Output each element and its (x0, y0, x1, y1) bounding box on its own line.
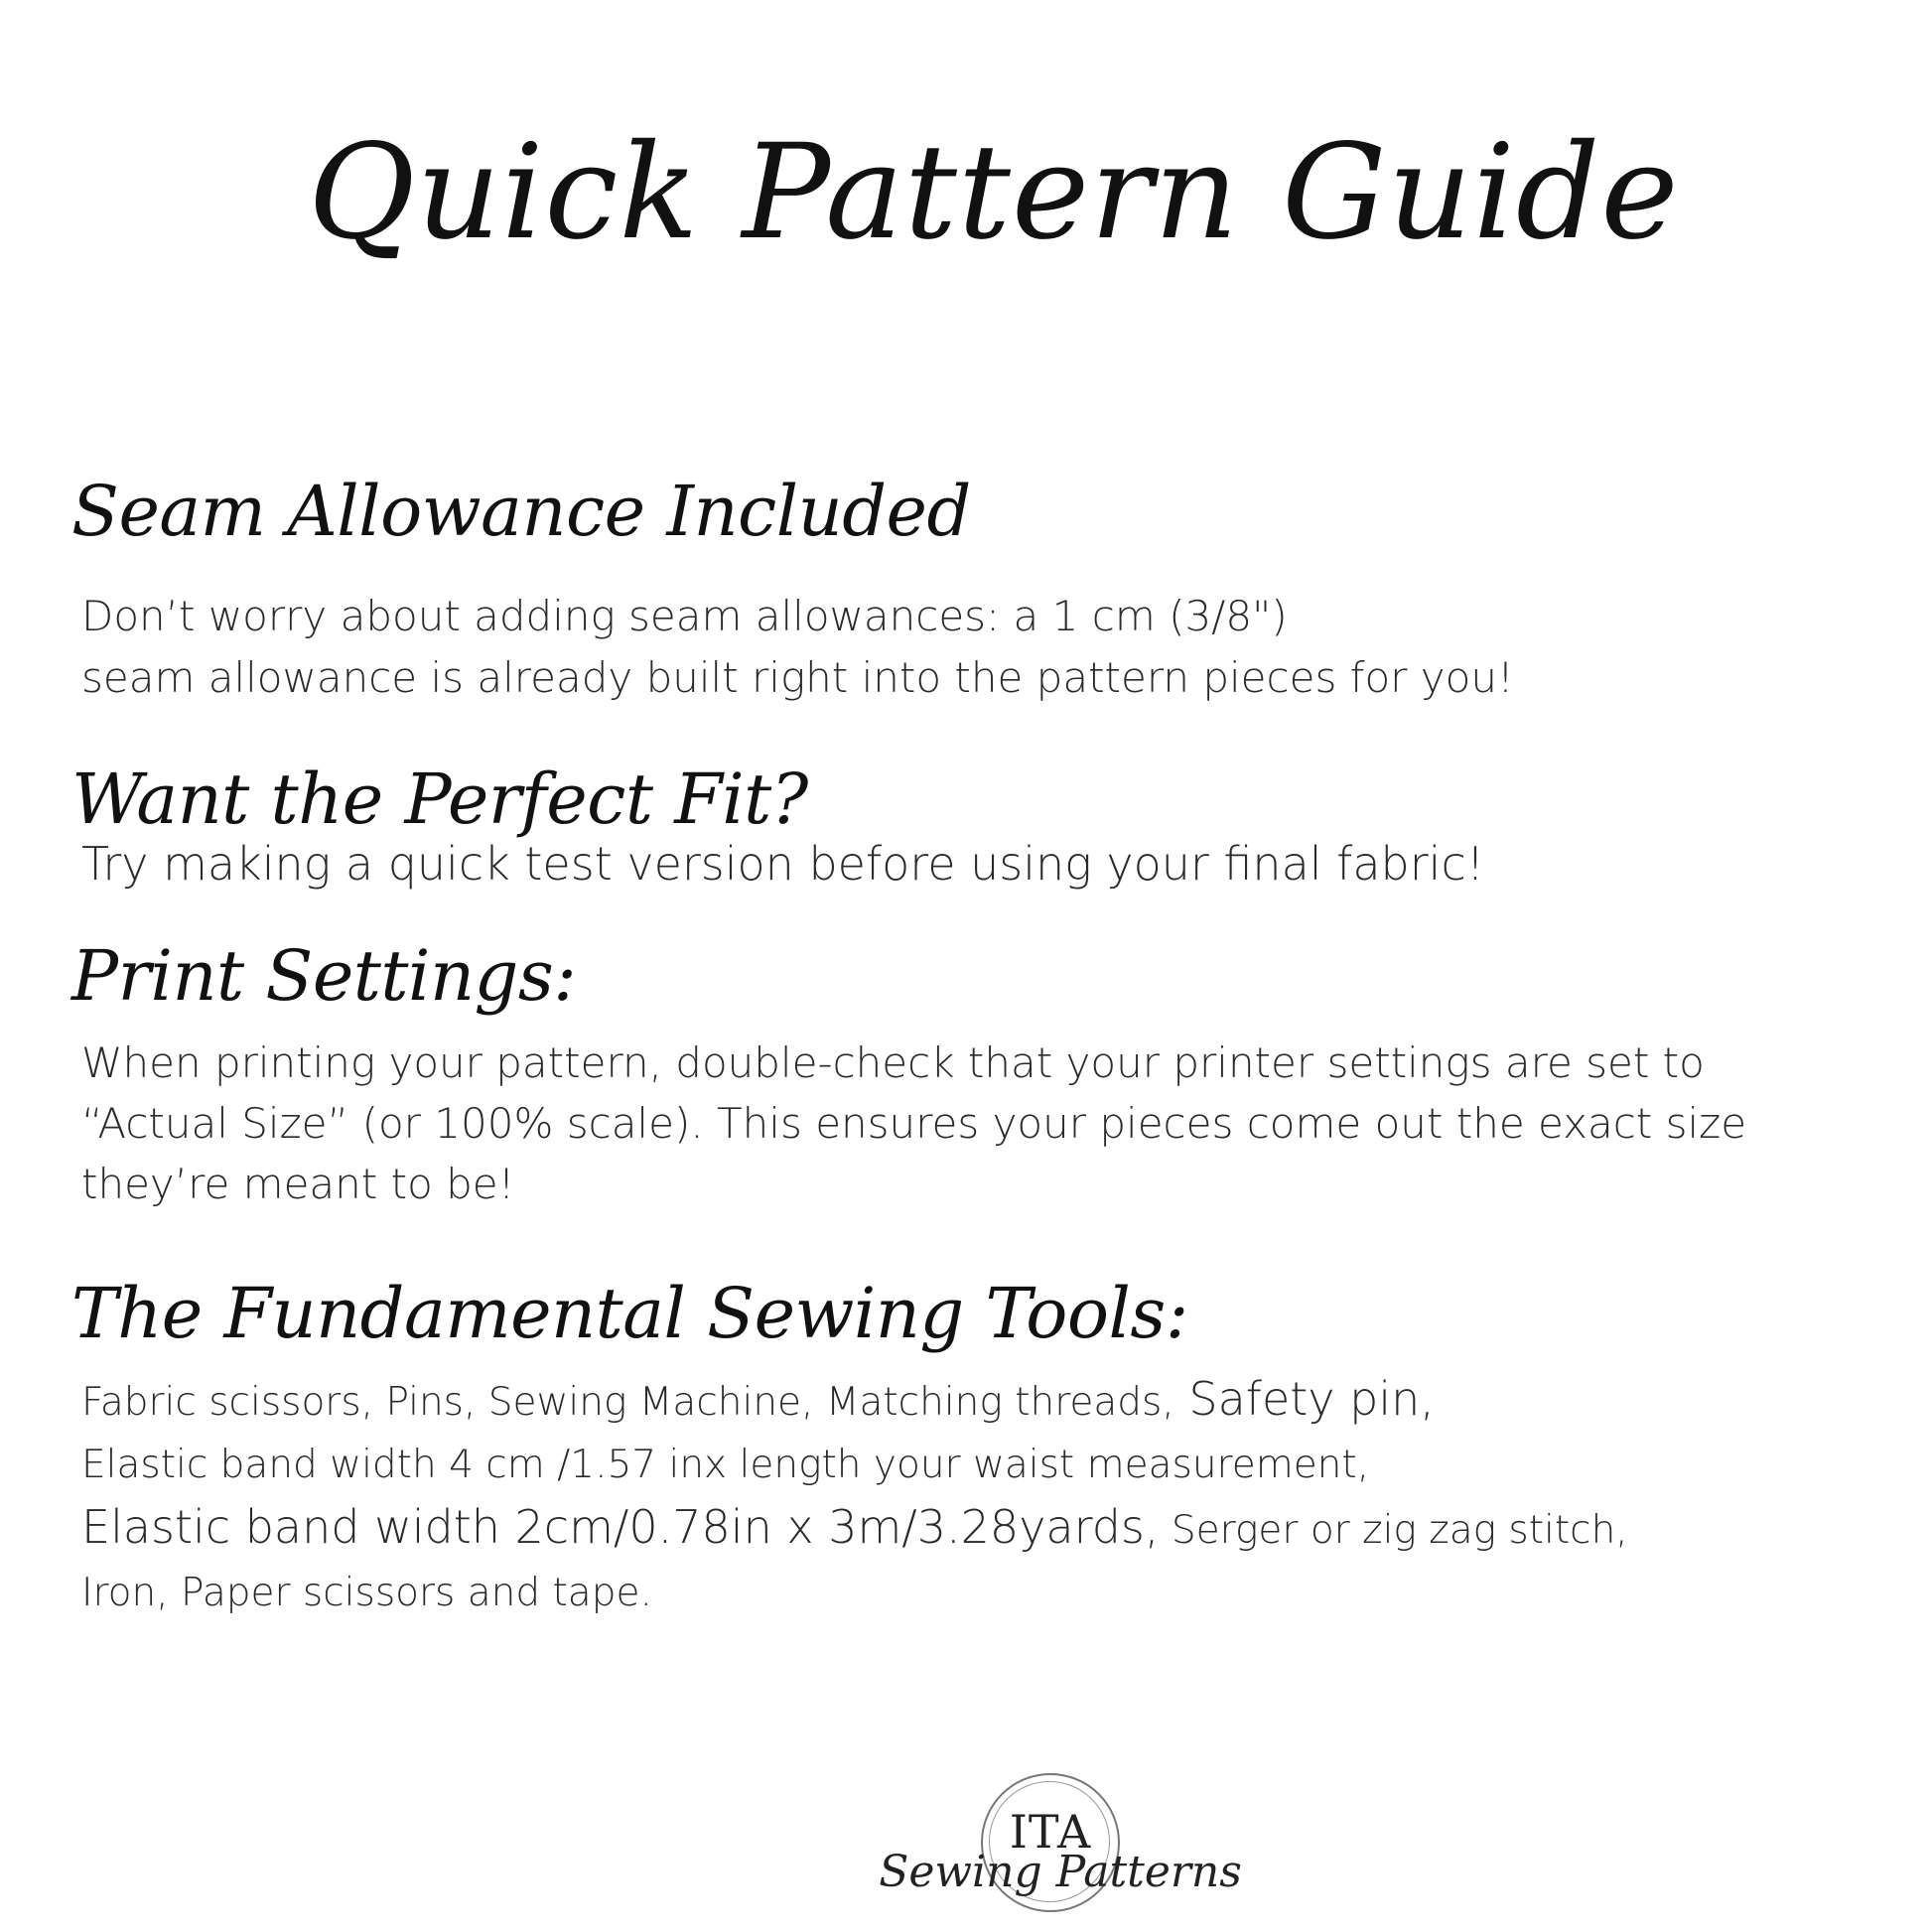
text-line: “Actual Size” (or 100% scale). This ensures your pieces come out the exact size (81, 1099, 1747, 1148)
logo-initials: ITA (1009, 1805, 1092, 1859)
text-line: When printing your pattern, double-check that your printer settings are set to (81, 1038, 1705, 1087)
seam-allowance-text (81, 586, 1514, 709)
text-segment: Iron, Paper scissors and tape. (81, 1571, 652, 1615)
text-line (81, 1434, 1628, 1496)
text-line: they’re meant to be! (81, 1160, 515, 1208)
text-segment: Fabric scissors, Pins, Sewing Machine, Matching threads, (81, 1380, 1174, 1425)
sewing-tools-text (81, 1368, 1628, 1624)
text-segment: Elastic band width 4 cm /1.57 inx length your waist measurement, (81, 1443, 1370, 1487)
page-title: Quick Pattern Guide (308, 116, 1680, 269)
text-line: Don’t worry about adding seam allowances: a 1 cm (3/8") (81, 592, 1288, 640)
text-segment-large: Elastic band width 2cm/0.78in x 3m/3.28yards, (81, 1500, 1160, 1554)
text-line (81, 1496, 1628, 1562)
text-segment: Serger or zig zag stitch, (1159, 1508, 1628, 1553)
brand-logo (852, 1767, 1269, 1916)
text-line: seam allowance is already built right into the pattern pieces for you! (81, 653, 1514, 702)
perfect-fit-text (81, 834, 1484, 894)
text-line (81, 1562, 1628, 1624)
print-settings-text (81, 1033, 1746, 1214)
heading-seam-allowance: Seam Allowance Included (71, 471, 971, 552)
logo-script: Sewing Patterns (879, 1847, 1242, 1897)
heading-perfect-fit: Want the Perfect Fit? (71, 759, 808, 840)
heading-sewing-tools: The Fundamental Sewing Tools: (71, 1273, 1188, 1354)
text-line (81, 1368, 1628, 1434)
text-line: Try making a quick test version before using your final fabric! (81, 837, 1485, 891)
text-segment-large: Safety pin, (1173, 1372, 1435, 1426)
heading-print-settings: Print Settings: (71, 935, 577, 1017)
